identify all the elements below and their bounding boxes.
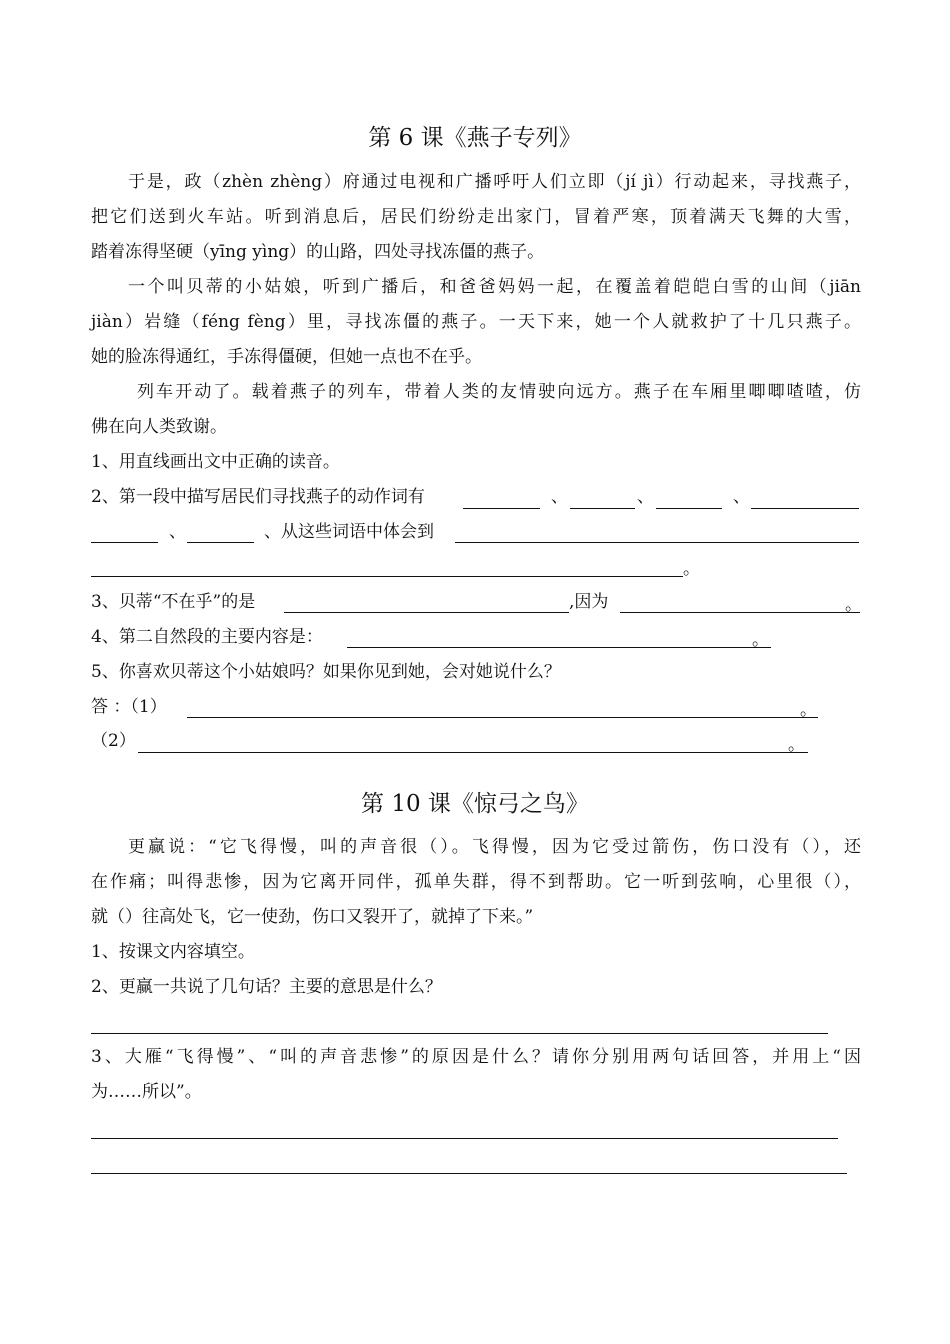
lesson-6-paragraph-2-line-1: 一个叫贝蒂的小姑娘，听到广播后，和爸爸妈妈一起，在覆盖着皑皑白雪的山间（jiān [128,277,861,297]
answer-label-1: 答 ：（1） [91,697,167,717]
lesson-10-question-1: 1、按课文内容填空。 [91,942,255,962]
lesson-10-paragraph-line-2: 在作痛；叫得悲惨，因为它离开同伴，孤单失群，得不到帮助。它一听到弦响，心里很（）， [91,872,861,892]
separator-comma: 、 [733,487,750,507]
lesson-6-paragraph-3-line-1: 列车开动了。载着燕子的列车，带着人类的友情驶向远方。燕子在车厢里唧唧喳喳，仿 [137,382,861,402]
answer-blank-reason-2[interactable] [91,1173,847,1174]
answer-blank-1[interactable] [187,717,818,718]
lesson-6-question-1: 1、用直线画出文中正确的读音。 [91,452,340,472]
answer-blank-feeling-continued[interactable] [91,576,683,577]
lesson-6-paragraph-2-line-2: jiàn）岩缝（féng fèng）里，寻找冻僵的燕子。一天下来，她一个人就救护了十几只燕子。 [91,312,861,332]
lesson-6-paragraph-1-line-3: 踏着冻得坚硬（yīng yìng）的山路，四处寻找冻僵的燕子。 [91,242,545,262]
answer-blank-sentences[interactable] [91,1033,828,1034]
lesson-10-title: 第 10 课《惊弓之鸟》 [361,791,589,817]
period-mark: 。 [752,630,769,650]
separator-comma: 、 [637,487,654,507]
lesson-6-question-5: 5、你喜欢贝蒂这个小姑娘吗？如果你见到她，会对她说什么？ [91,662,561,682]
lesson-10-question-3-line-2: 为……所以”。 [91,1082,202,1102]
answer-blank-verb-6[interactable] [187,542,254,543]
lesson-6-paragraph-1-line-2: 把它们送到火车站。听到消息后，居民们纷纷走出家门，冒着严寒，顶着满天飞舞的大雪， [91,207,861,227]
separator-comma: 、 [169,522,186,542]
lesson-6-paragraph-2-line-3: 她的脸冻得通红，手冻得僵硬，但她一点也不在乎。 [91,347,482,367]
period-mark: 。 [788,735,805,755]
answer-label-2: （2） [91,731,136,751]
answer-blank-not-care[interactable] [284,612,569,613]
answer-blank-reason-1[interactable] [91,1138,838,1139]
lesson-6-paragraph-3-line-2: 佛在向人类致谢。 [91,417,227,437]
answer-blank-verb-5[interactable] [91,542,158,543]
lesson-6-question-2-text: 2、第一段中描写居民们寻找燕子的动作词有 [91,487,425,507]
answer-blank-feeling[interactable] [455,542,859,543]
lesson-6-question-3-text: 3、贝蒂“不在乎”的是 [91,592,256,612]
lesson-10-paragraph-line-3: 就（）往高处飞，它一使劲，伤口又裂开了，就掉了下来。” [91,907,534,927]
lesson-6-question-4-text: 4、第二自然段的主要内容是： [91,627,323,647]
period-mark: 。 [800,700,817,720]
answer-blank-2[interactable] [138,752,808,753]
lesson-10-paragraph-line-1: 更赢说：“它飞得慢，叫的声音很（）。飞得慢，因为它受过箭伤，伤口没有（），还 [128,837,861,857]
period-mark: 。 [683,559,700,579]
lesson-10-question-3-line-1: 3、大雁“飞得慢”、“叫的声音悲惨”的原因是什么？请你分别用两句话回答，并用上“因 [91,1047,861,1067]
lesson-6-question-3-because: ,因为 [569,592,609,612]
answer-blank-main-idea[interactable] [347,647,771,648]
lesson-6-title: 第 6 课《燕子专列》 [368,125,582,151]
answer-blank-verb-4[interactable] [751,508,859,509]
answer-blank-verb-3[interactable] [656,508,722,509]
answer-blank-reason[interactable] [620,612,860,613]
lesson-6-paragraph-1-line-1: 于是，政（zhèn zhèng）府通过电视和广播呼吁人们立即（jí jì）行动起来，寻找燕子， [128,172,861,192]
period-mark: 。 [845,595,862,615]
separator-comma: 、 [551,487,568,507]
lesson-6-question-2-continuation: 、从这些词语中体会到 [264,522,434,542]
answer-blank-verb-1[interactable] [463,508,540,509]
answer-blank-verb-2[interactable] [570,508,635,509]
lesson-10-question-2: 2、更赢一共说了几句话？主要的意思是什么？ [91,977,442,997]
